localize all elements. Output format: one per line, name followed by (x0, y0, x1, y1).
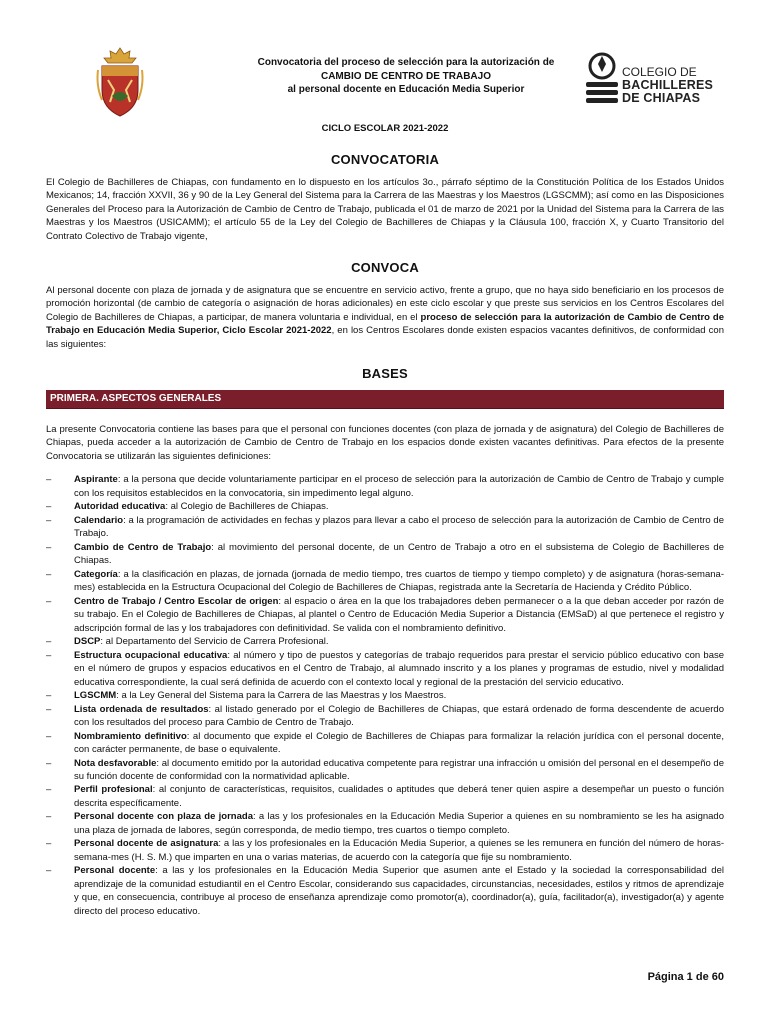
definition-text: : al movimiento del personal docente, de un Centro de Trabajo a otro en el subsistema de Colegio de Bachilleres de Chiapas. (74, 541, 724, 567)
definition-item (46, 595, 724, 635)
section-title-primera: PRIMERA. ASPECTOS GENERALES (46, 390, 724, 409)
definition-item (46, 541, 724, 568)
definition-term: Nombramiento definitivo (74, 730, 187, 742)
definition-term: LGSCMM (74, 690, 117, 702)
definition-text: : al espacio o área en la que los trabajadores deben permanecer o a la que deban acceder por razón de su trabajo. En el Colegio de Bachilleres de Chiapas, al plantel o Centro de Educación Media Superior a Distancia (EMSaD) al que pertenece el registro y adscripción formal de las y los trabajadores con definitividad. Se valida con el nombramiento definitivo. (74, 595, 725, 634)
list-dash: – (46, 649, 52, 661)
definition-text: : al listado generado por el Colegio de Bachilleres de Chiapas, que estará ordenado de forma descendente de acuerdo con los resultados del proceso para Cambio de Centro de Trabajo. (74, 703, 724, 729)
definition-item (46, 568, 724, 595)
school-cycle: CICLO ESCOLAR 2021-2022 (321, 123, 449, 134)
definition-item (46, 649, 724, 689)
definition-item (46, 500, 724, 513)
definition-term: Categoría (74, 568, 118, 580)
list-dash: – (46, 865, 52, 877)
definition-item (46, 473, 724, 500)
convoca-body (46, 284, 724, 351)
definition-text: : a la programación de actividades en fechas y plazos para llevar a cabo el proceso de selección para la autorización de Cambio de Centro de Trabajo. (74, 514, 724, 540)
convoca-body-bold: proceso de selección para la autorización de Cambio de Centro de Trabajo en Educación Media Superior, Ciclo Escolar 2021-2022 (46, 311, 724, 337)
definition-item (46, 703, 724, 730)
definition-term: Estructura ocupacional educativa (74, 649, 228, 661)
definition-item (46, 730, 724, 757)
list-dash: – (46, 784, 52, 796)
definitions-list (46, 473, 724, 918)
list-dash: – (46, 838, 52, 850)
definition-term: Autoridad educativa (74, 501, 166, 513)
title-line-1: Convocatoria del proceso de selección para la autorización de (257, 57, 555, 68)
definition-text: : a las y los profesionales en la Educación Media Superior a quienes en su nombramiento se les ha asignado una plaza de jornada de labores, según corresponda, de medio tiempo, tres cuartos o tiempo completo. (74, 811, 724, 836)
definition-item (46, 837, 724, 864)
colegio-bachilleres-logo (582, 50, 732, 108)
definition-text: : al documento que expide el Colegio de Bachilleres de Chiapas para formalizar la relación jurídica con el personal docente, con carácter permanente, de base o equivalente. (74, 730, 724, 756)
convocatoria-body: El Colegio de Bachilleres de Chiapas, con fundamento en lo dispuesto en los artículos 3o., párrafo séptimo de la Constitución Política de los Estados Unidos Mexicanos; 14, fracción XXVII, 36 y 90 de la Ley General del Sistema para la Carrera de las Maestras y los Maestros (LGSCMM); así como en las Disposiciones Generales del Proceso para la Autorización de Cambio de Centro de Trabajo, publicada el 01 de marzo de 2021 por la Unidad del Sistema para la Carrera de las Maestras y los Maestros (USICAMM); el artículo 55 de la Ley del Colegio de Bachilleres de Chiapas y la Cláusula 100, fracción X, y Cuarto Transitorio del Contrato Colectivo de Trabajo vigente, (46, 176, 724, 242)
logo-line-3: DE CHIAPAS (622, 90, 701, 105)
list-dash: – (46, 811, 52, 823)
list-dash: – (46, 595, 52, 607)
list-dash: – (46, 636, 52, 648)
convocatoria-heading: CONVOCATORIA (330, 152, 440, 168)
definition-text: : a la persona que decide voluntariamente participar en el proceso de selección para la autorización de Cambio de Centro de Trabajo y cumple con los requisitos establecidos en la convocatoria, sin impedimento legal alguno. (74, 474, 724, 499)
list-dash: – (46, 703, 52, 715)
definition-item (46, 864, 724, 918)
logo-line-2: BACHILLERES (622, 77, 714, 92)
document-page (46, 46, 724, 986)
definition-term: Perfil profesional (74, 784, 153, 796)
definition-text: : al documento emitido por la autoridad educativa competente para registrar una infracción u omisión del personal en el desempeño de su función docente de conformidad con la normatividad aplicable. (74, 757, 724, 782)
convoca-body-part-b: , en los Centros Escolares donde existen espacios vacantes definitivos, de conformidad con las siguientes: (46, 325, 724, 350)
definition-term: Lista ordenada de resultados (74, 703, 209, 715)
list-dash: – (46, 568, 52, 580)
definition-text: : a las y los profesionales en la Educación Media Superior que asumen ante el Estado y la sociedad la corresponsabilidad del aprendizaje de la comunidad estudiantil en el Centro Escolar, considerando sus capacidades, circunstancias, necesidades, estilos y ritmos de aprendizaje y que, en consecuencia, contribuye al proceso de enseñanza aprendizaje como promotor(a), coordinador(a), guía, facilitador(a), investigador(a) y agente directo del proceso educativo. (74, 865, 724, 917)
colegio-logo-text (622, 66, 713, 105)
list-dash: – (46, 501, 52, 513)
page-number: Página 1 de 60 (647, 971, 724, 984)
logo-line-1: COLEGIO DE (622, 65, 697, 79)
definition-text: : al número y tipo de puestos y categorías de trabajo requeridos para prestar el servicio público educativo con base en el número de grupos y espacios educativos en el Centro de Trabajo, al alumnado inscrito y a los planes y programas de estudio, nivel y modalidad educativa correspondiente, la cual será definida de acuerdo con el contexto local y regional de la prestación del servicio educativo. (74, 649, 725, 688)
definition-item (46, 757, 724, 784)
list-dash: – (46, 514, 52, 526)
title-line-2: CAMBIO DE CENTRO DE TRABAJO (320, 70, 491, 82)
definition-text: : al conjunto de características, requisitos, cualidades o aptitudes que deberá tener quien aspire a desempeñar un puesto o función descrita específicamente. (74, 784, 724, 809)
definition-term: Aspirante (74, 474, 118, 486)
document-header (46, 46, 724, 124)
bases-intro: La presente Convocatoria contiene las bases para que el personal con funciones docentes (con plaza de jornada y de asignatura) del Colegio de Bachilleres de Chiapas, pueda acceder a la autorización de Cambio de Centro de Trabajo en los espacios donde existen vacantes definitivas. Para efectos de la presente Convocatoria se utilizarán las siguientes definiciones: (46, 423, 724, 462)
list-dash: – (46, 730, 52, 742)
list-dash: – (46, 690, 52, 702)
definition-text: : a la Ley General del Sistema para la Carrera de las Maestras y los Maestros. (116, 690, 447, 702)
convoca-heading: CONVOCA (351, 260, 419, 276)
definition-text: : al Colegio de Bachilleres de Chiapas. (165, 501, 329, 513)
definition-term: DSCP (74, 636, 101, 648)
definition-term: Centro de Trabajo / Centro Escolar de origen (74, 595, 279, 607)
definition-term: Cambio de Centro de Trabajo (74, 541, 212, 553)
definition-term: Personal docente con plaza de jornada (74, 811, 253, 823)
definition-term: Personal docente de asignatura (74, 838, 219, 850)
definition-term: Calendario (74, 514, 124, 526)
list-dash: – (46, 474, 52, 486)
chiapas-coat-of-arms-icon (94, 46, 146, 118)
title-line-3: al personal docente en Educación Media Superior (287, 84, 525, 95)
definition-item (46, 514, 724, 541)
definition-item (46, 810, 724, 837)
definition-text: : a las y los profesionales en la Educación Media Superior, a quienes se les remunera en función del número de horas-semana-mes (H. S. M.) que imparten en una o varias materias, de acuerdo con la categoría que fije su nombramiento. (74, 838, 724, 863)
document-title (176, 56, 636, 97)
definition-text: : a la clasificación en plazas, de jornada (jornada de medio tiempo, tres cuartos de tiempo y tiempo completo) y de asignatura (horas-semana-mes) establecida en la Estructura Ocupacional del Colegio de Bachilleres de Chiapas, registrada ante la Secretaría de Hacienda y Crédito Público. (74, 568, 724, 594)
list-dash: – (46, 541, 52, 553)
definition-item (46, 635, 724, 648)
definition-item (46, 689, 724, 702)
definition-term: Nota desfavorable (74, 757, 157, 769)
definition-item (46, 783, 724, 810)
definition-term: Personal docente (74, 865, 156, 877)
bases-heading: BASES (362, 366, 408, 382)
definition-text: : al Departamento del Servicio de Carrera Profesional. (100, 636, 329, 648)
convoca-body-part-a: Al personal docente con plaza de jornada y de asignatura que se encuentre en servicio activo, frente a grupo, que no haya sido beneficiario en los procesos de promoción horizontal (de cambio de categoría o asignación de horas adicionales) en este ciclo escolar y que preste sus servicios en los Centros Escolares del Colegio de Bachilleres de Chiapas, a participar, de manera voluntaria e individual, en el (46, 284, 724, 323)
colegio-logo-mark-icon (582, 50, 622, 106)
list-dash: – (46, 757, 52, 769)
